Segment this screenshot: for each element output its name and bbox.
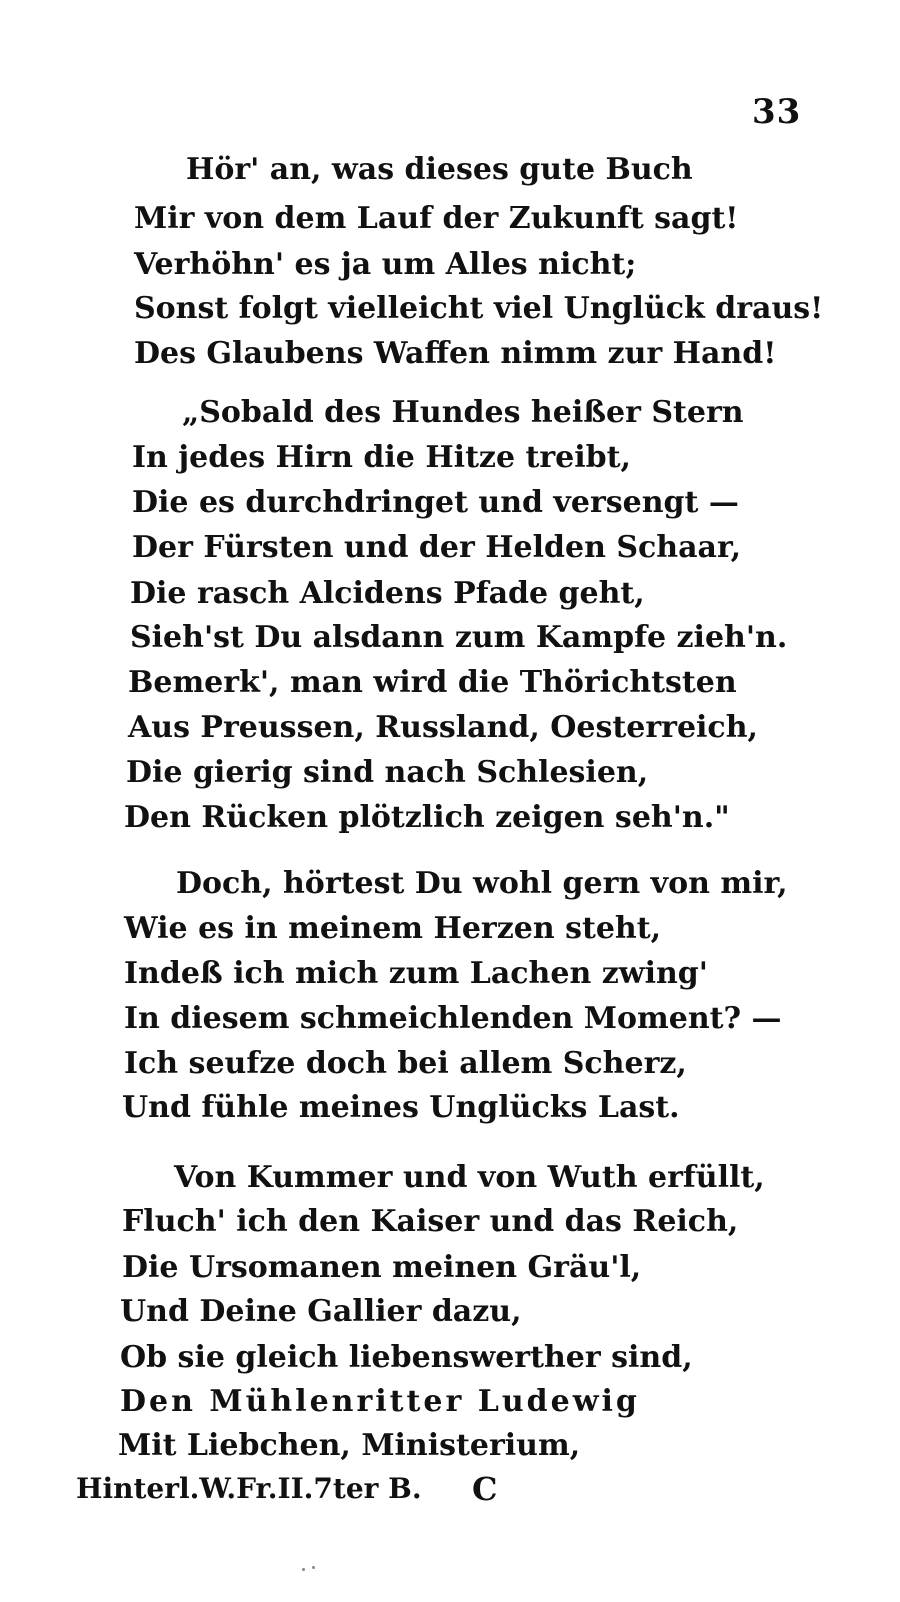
printer-signature: Hinterl.W.Fr.II.7ter B. [76,1472,422,1505]
verse-line: In diesem schmeichlenden Moment? — [124,1001,782,1036]
verse-line: Ich seufze doch bei allem Scherz, [124,1046,687,1081]
verse-line: Des Glaubens Waffen nimm zur Hand! [134,336,777,371]
verse-line: Sieh'st Du alsdann zum Kampfe zieh'n. [130,620,788,655]
verse-line: Verhöhn' es ja um Alles nicht; [134,247,637,282]
verse-line: Und fühle meines Unglücks Last. [122,1090,680,1125]
verse-line: Die es durchdringet und versengt — [132,485,739,520]
paper-speck [302,1568,305,1571]
verse-line: In jedes Hirn die Hitze treibt, [132,440,631,475]
verse-line: Die Ursomanen meinen Gräu'l, [122,1250,642,1285]
verse-line: Mir von dem Lauf der Zukunft sagt! [134,201,739,236]
verse-line: Doch, hörtest Du wohl gern von mir, [176,866,788,901]
verse-line: Ob sie gleich liebenswerther sind, [120,1340,693,1375]
verse-line: Der Fürsten und der Helden Schaar, [132,530,742,565]
verse-line: Aus Preussen, Russland, Oesterreich, [128,710,758,745]
verse-line: Den Rücken plötzlich zeigen seh'n." [124,800,730,835]
verse-line: Mit Liebchen, Ministerium, [118,1428,581,1463]
verse-line: Die rasch Alcidens Pfade geht, [130,576,645,611]
verse-line: Den Mühlenritter Ludewig [120,1384,640,1419]
verse-line: Indeß ich mich zum Lachen zwing' [124,956,708,991]
verse-line: Bemerk', man wird die Thörichtsten [128,665,737,700]
verse-line: „Sobald des Hundes heißer Stern [182,395,744,430]
verse-line: Sonst folgt vielleicht viel Unglück draus! [134,291,824,326]
verse-line: Die gierig sind nach Schlesien, [126,755,649,790]
page-number: 33 [752,92,802,132]
signature-mark: C [472,1470,498,1508]
verse-line: Wie es in meinem Herzen steht, [124,911,662,946]
verse-line: Fluch' ich den Kaiser und das Reich, [122,1204,739,1239]
paper-speck [312,1566,315,1569]
verse-line: Von Kummer und von Wuth erfüllt, [174,1160,765,1195]
verse-line: Und Deine Gallier dazu, [120,1294,522,1329]
verse-line: Hör' an, was dieses gute Buch [186,152,693,187]
